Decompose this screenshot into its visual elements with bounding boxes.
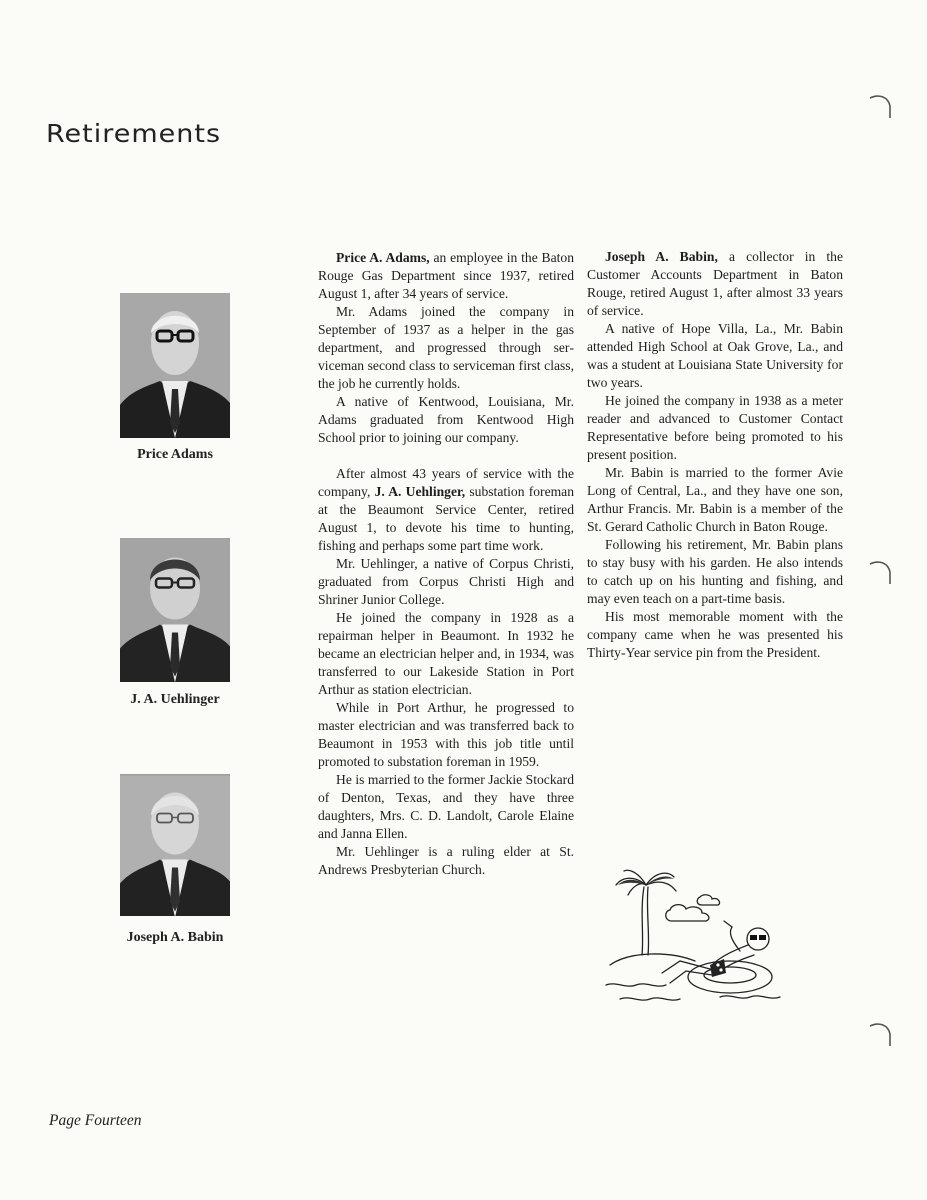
retiree-name: J. A. Uehlinger, (374, 484, 466, 499)
article-paragraph: While in Port Arthur, he progressed to master electrician and was transferred back to Beaumont in 1953 with this job title until promoted to substation foreman in 1959. (318, 700, 574, 769)
article-paragraph (318, 465, 574, 555)
article-paragraph: He is married to the former Jackie Stockard of Denton, Texas, and they have three daughters, Mrs. C. D. Landolt, Carole Elaine and Janna Ellen. (318, 772, 574, 841)
paragraph-text: a collector in the Customer Accounts Department in Baton Rouge, retired August 1, after almost 33 years of service. (587, 249, 843, 318)
article-paragraph: He joined the company in 1938 as a meter reader and advanced to Customer Contact Representative before being promoted to his present position. (587, 393, 843, 462)
photo-caption: Price Adams (137, 447, 213, 462)
article-paragraph: Mr. Uehlinger, a native of Corpus Christi, graduated from Corpus Christi High and Shriner Junior College. (318, 556, 574, 607)
article-paragraph: Mr. Babin is married to the former Avie Long of Central, La., and they have one son, Arthur Francis. Mr. Babin is a member of the St. Gerard Catholic Church in Baton Rouge. (587, 465, 843, 534)
paragraph-text: an employee in the Baton Rouge Gas Department since 1937, retired August 1, after 34 years of service. (318, 250, 574, 301)
portrait-photo (120, 293, 230, 438)
article-paragraph: His most memorable moment with the company came when he was presented his Thirty-Year service pin from the President. (587, 609, 843, 660)
portrait-photo (120, 774, 230, 916)
article-paragraph: A native of Kentwood, Louisiana, Mr. Adams graduated from Kentwood High School prior to joining our company. (318, 394, 574, 445)
article-paragraph (587, 248, 843, 320)
retiree-name: Joseph A. Babin, (605, 249, 718, 264)
article-paragraph: Mr. Adams joined the company in September of 1937 as a helper in the gas department, and progressed through serviceman second class to serviceman first class, the job he currently holds. (318, 304, 574, 391)
retiree-island-cartoon-icon (600, 865, 785, 1010)
article-column-1 (318, 249, 574, 879)
article-paragraph: Mr. Uehlinger is a ruling elder at St. Andrews Presbyterian Church. (318, 844, 574, 877)
photo-caption: J. A. Uehlinger (130, 692, 220, 707)
binder-hole-icon (868, 92, 894, 120)
paragraph-text: After almost 43 years of service with the company, (318, 466, 574, 499)
page-title: Retirements (46, 120, 222, 149)
binder-hole-icon (868, 1020, 894, 1048)
binder-hole-icon (868, 558, 894, 586)
page-footer: Page Fourteen (49, 1112, 142, 1129)
photo-caption: Joseph A. Babin (126, 930, 224, 945)
retiree-name: Price A. Adams, (336, 250, 430, 265)
article-paragraph: He joined the company in 1928 as a repairman helper in Beaumont. In 1932 he became an electrician helper and, in 1934, was transferred to our Lakeside Station in Port Arthur as station electrician. (318, 610, 574, 697)
paragraph-text: substation foreman at the Beaumont Service Center, retired August 1, to devote his time to hunting, fishing and perhaps some part time work. (318, 484, 575, 553)
portrait-photo (120, 538, 230, 682)
article-paragraph: A native of Hope Villa, La., Mr. Babin attended High School at Oak Grove, La., and was a student at Louisiana State University for two years. (587, 321, 843, 390)
article-paragraph: Following his retirement, Mr. Babin plans to stay busy with his garden. He also intends to catch up on his hunting and fishing, and may even teach on a part-time basis. (587, 537, 843, 606)
article-column-2 (587, 248, 843, 662)
article-paragraph (318, 249, 574, 303)
